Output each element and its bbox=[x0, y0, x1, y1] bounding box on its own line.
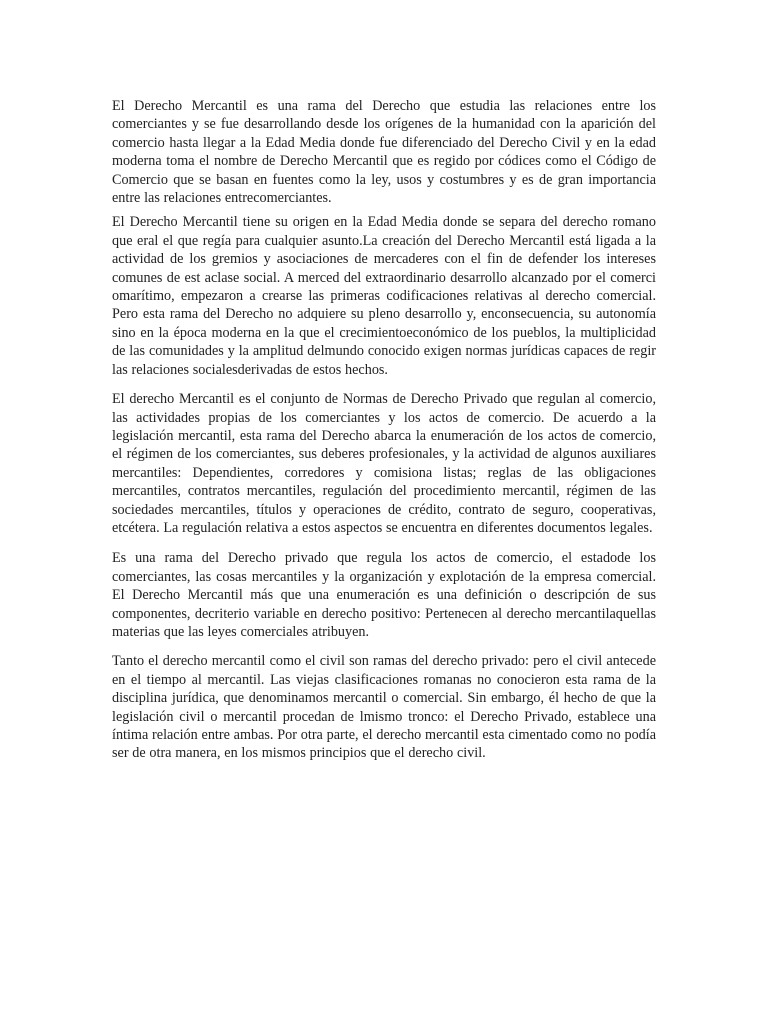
document-page bbox=[112, 97, 656, 763]
paragraph-1: El Derecho Mercantil es una rama del Derecho que estudia las relaciones entre los comerciantes y se fue desarrollando desde los orígenes de la humanidad con la aparición del comercio hasta llegar a la Edad Media donde fue diferenciado del Derecho Civil y en la edad moderna toma el nombre de Derecho Mercantil que es regido por códices como el Código de Comercio que se basan en fuentes como la ley, usos y costumbres y es de gran importancia entre las relaciones entrecomerciantes. bbox=[112, 98, 656, 207]
paragraph-2: El Derecho Mercantil tiene su origen en la Edad Media donde se separa del derecho romano que eral el que regía para cualquier asunto.La creación del Derecho Mercantil está ligada a la actividad de los gremios y asociaciones de mercaderes con el fin de defender los intereses comunes de est aclase social. A merced del extraordinario desarrollo alcanzado por el comerci omarítimo, empezaron a crearse las primeras codificaciones relativas al derecho comercial. Pero esta rama del Derecho no adquiere su pleno desarrollo y, enconsecuencia, su autonomía sino en la época moderna en la que el crecimientoeconómico de los pueblos, la multiplicidad de las comunidades y la amplitud delmundo conocido exigen normas jurídicas capaces de regir las relaciones socialesderivadas de estos hechos. bbox=[112, 214, 656, 378]
paragraph-3: El derecho Mercantil es el conjunto de Normas de Derecho Privado que regulan al comercio, las actividades propias de los comerciantes y los actos de comercio. De acuerdo a la legislación mercantil, esta rama del Derecho abarca la enumeración de los actos de comercio, el régimen de los comerciantes, sus deberes profesionales, y la actividad de algunos auxiliares mercantiles: Dependientes, corredores y comisiona listas; reglas de las obligaciones mercantiles, contratos mercantiles, regulación del procedimiento mercantil, régimen de las sociedades mercantiles, títulos y operaciones de crédito, contrato de seguro, cooperativas, etcétera. La regulación relativa a estos aspectos se encuentra en diferentes documentos legales. bbox=[112, 391, 656, 536]
paragraph-4: Es una rama del Derecho privado que regula los actos de comercio, el estadode los comerciantes, las cosas mercantiles y la organización y explotación de la empresa comercial. El Derecho Mercantil más que una enumeración es una definición o descripción de sus componentes, decriterio variable en derecho positivo: Pertenecen al derecho mercantilaquellas materias que las leyes comerciales atribuyen. bbox=[112, 550, 656, 640]
paragraph-5: Tanto el derecho mercantil como el civil son ramas del derecho privado: pero el civil antecede en el tiempo al mercantil. Las viejas clasificaciones romanas no conocieron esta rama de la disciplina jurídica, que denominamos mercantil o comercial. Sin embargo, él hecho de que la legislación civil o mercantil procedan de lmismo tronco: el Derecho Privado, establece una íntima relación entre ambas. Por otra parte, el derecho mercantil esta cimentado como no podía ser de otra manera, en los mismos principios que el derecho civil. bbox=[112, 653, 656, 762]
